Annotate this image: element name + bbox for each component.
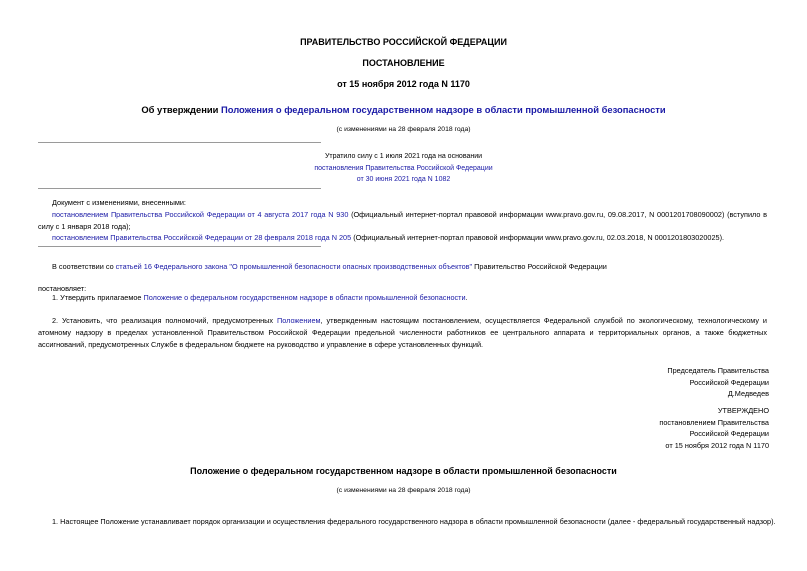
- regulation-title: Положение о федеральном государственном надзоре в области промышленной безопасности: [190, 466, 617, 476]
- signature-block: [667, 365, 769, 400]
- invalid-notice-line: Утратило силу с 1 июля 2021 года на основании: [324, 153, 483, 160]
- invalid-notice-link[interactable]: постановления Правительства Российской Федерации: [314, 165, 493, 172]
- document-date-number: от 15 ноября 2012 года N 1170: [337, 79, 470, 89]
- document-title: [0, 104, 807, 115]
- amendment-item: [52, 232, 724, 244]
- approved-block: [659, 405, 769, 451]
- point-2: [38, 315, 767, 351]
- amendments-intro: Документ с изменениями, внесенными:: [52, 198, 186, 207]
- approved-line: от 15 ноября 2012 года N 1170: [665, 440, 769, 450]
- point-1-before: 1. Утвердить прилагаемое: [52, 293, 144, 302]
- regulation-changes-note: (с изменениями на 28 февраля 2018 года): [336, 487, 471, 494]
- amendment-link[interactable]: постановлением Правительства Российской Федерации от 4 августа 2017 года N 930: [52, 210, 349, 219]
- divider-line: [38, 246, 321, 247]
- divider-line: [38, 188, 321, 189]
- title-link[interactable]: Положения о федеральном государственном надзоре в области промышленной безопасности: [220, 104, 666, 115]
- title-prefix: Об утверждении: [141, 104, 221, 115]
- point-1-after: .: [465, 293, 468, 302]
- signature-line: Российской Федерации: [689, 377, 769, 387]
- point-2-before: 2. Установить, что реализация полномочий, предусмотренных: [52, 316, 277, 325]
- amendment-link[interactable]: постановлением Правительства Российской Федерации от 28 февраля 2018 года N 205: [52, 233, 352, 242]
- document-type: ПОСТАНОВЛЕНИЕ: [362, 58, 445, 68]
- point-2-after: , утвержденным настоящим постановлением, осуществляется Федеральной службой по экологическому, технологическому и атомному надзору в пределах установленной Правительством Российской Федерации предельной численности работников ее центрального аппарата и территориальных органов, а также бюджетных ассигнований, предусмотренных Службе в федеральном бюджете на руководство и управление в сфере установленных функций.: [38, 316, 767, 349]
- point-1: [52, 292, 468, 304]
- decree-word: постановляет:: [38, 284, 87, 293]
- preamble: [52, 261, 607, 273]
- signature-name: Д.Медведев: [727, 389, 769, 398]
- signature-line: Председатель Правительства: [667, 366, 769, 375]
- invalid-notice-date-link[interactable]: от 30 июня 2021 года N 1082: [356, 176, 451, 183]
- approved-line: УТВЕРЖДЕНО: [717, 406, 769, 415]
- preamble-after: Правительство Российской Федерации: [472, 262, 607, 271]
- preamble-before: В соответствии со: [52, 262, 116, 271]
- regulation-link[interactable]: Положение о федеральном государственном надзоре в области промышленной безопасности: [143, 293, 466, 302]
- authority-heading: ПРАВИТЕЛЬСТВО РОССИЙСКОЙ ФЕДЕРАЦИИ: [300, 37, 507, 47]
- regulation-short-link[interactable]: Положением: [276, 316, 321, 325]
- approved-line: Российской Федерации: [689, 429, 769, 438]
- divider-line: [38, 142, 321, 143]
- amendment-text: (Официальный интернет-портал правовой информации www.pravo.gov.ru, 09.08.2017, N 0001201708090002) (вступило в силу с 1 января 2018 года);: [38, 210, 767, 231]
- approved-line: постановлением Правительства: [659, 417, 769, 427]
- law-article-link[interactable]: статьей 16 Федерального закона "О промышленной безопасности опасных производственных объектов": [115, 262, 473, 271]
- changes-note: (с изменениями на 28 февраля 2018 года): [336, 126, 471, 133]
- amendment-item: [38, 209, 767, 233]
- regulation-point-1: 1. Настоящее Положение устанавливает порядок организации и осуществления федерального государственного надзора в области промышленной безопасности (далее - федеральный государственный надзор).: [52, 517, 776, 526]
- amendment-text: (Официальный интернет-портал правовой информации www.pravo.gov.ru, 02.03.2018, N 0001201803020025).: [351, 233, 725, 242]
